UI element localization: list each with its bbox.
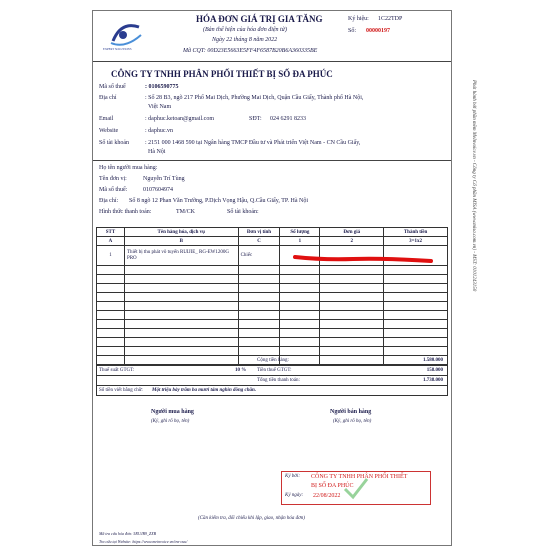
col-header: Thành tiền xyxy=(384,228,448,237)
invoice-title: HÓA ĐƠN GIÁ TRỊ GIA TĂNG xyxy=(196,14,323,24)
signed-date-value: 22/08/2022 xyxy=(313,493,341,499)
table-row xyxy=(97,275,448,284)
signed-by-line1: CÔNG TY TNHH PHÂN PHỐI THIẾT xyxy=(311,474,408,480)
col-code: B xyxy=(124,237,238,246)
cell-item-name: Thiết bị thu phát vô tuyến RUIJIE_ RG-EW1200G PRO xyxy=(124,246,238,266)
seller-email-label: Email xyxy=(99,116,114,122)
buyer-sign-note: (Ký, ghi rõ họ, tên) xyxy=(151,419,190,424)
seller-name: CÔNG TY TNHH PHÂN PHỐI THIẾT BỊ SỐ ĐA PHÚC xyxy=(111,69,333,79)
total-row xyxy=(96,376,448,386)
cell-stt: 1 xyxy=(97,246,125,266)
buyer-address-label: Địa chỉ: xyxy=(99,198,119,204)
logo-text: EXPERT SOLUTIONS xyxy=(103,47,132,51)
seller-sign-title: Người bán hàng xyxy=(330,409,372,415)
subtotal-label: Cộng tiền hàng: xyxy=(257,358,289,363)
symbol-label: Ký hiệu: xyxy=(348,16,369,22)
seller-phone-value: 024 6291 8233 xyxy=(270,116,306,122)
signed-by-line2: BỊ SỐ ĐA PHÚC xyxy=(311,483,354,489)
footer-note: (Cần kiểm tra, đối chiếu khi lập, giao, nhận hóa đơn) xyxy=(198,516,305,521)
seller-tax-value: : 0106590775 xyxy=(145,84,179,90)
col-code: 3=1x2 xyxy=(384,237,448,246)
payment-value: TM/CK xyxy=(176,209,196,215)
seller-account-label: Số tài khoản xyxy=(99,140,129,146)
side-text xyxy=(468,80,478,500)
vat-rate-value: 10 % xyxy=(235,368,247,373)
total-value: 1.738.000 xyxy=(423,378,443,383)
in-words-label: Số tiền viết bằng chữ: xyxy=(99,388,143,393)
in-words-value: Một triệu bảy trăm ba mươi tám nghìn đồng chẵn. xyxy=(152,388,257,393)
subtotal-value: 1.580.000 xyxy=(423,358,443,363)
symbol-value: 1C22TDP xyxy=(378,16,403,22)
col-code: C xyxy=(238,237,280,246)
col-code: 2 xyxy=(320,237,384,246)
col-code: 1 xyxy=(280,237,320,246)
buyer-name-label: Họ tên người mua hàng: xyxy=(99,165,158,171)
seller-account-line1: : 2151 000 1468 590 tại Ngân hàng TMCP Đầu tư và Phát triển Việt Nam - CN Cầu Giấy, xyxy=(145,140,361,146)
buyer-tax-label: Mã số thuế: xyxy=(99,187,128,193)
seller-sign-note: (Ký, ghi rõ họ, tên) xyxy=(333,419,372,424)
seller-address-line1: : Số 28 B3, ngõ 217 Phố Mai Dịch, Phường Mai Dịch, Quận Cầu Giấy, Thành phố Hà Nội, xyxy=(145,95,364,101)
table-row xyxy=(97,302,448,311)
items-table xyxy=(96,227,448,365)
vat-amount-value: 158.000 xyxy=(426,368,443,373)
publisher-note: Phát hành bởi phần mềm MeInvoice.vn - Công ty Cổ phần MISA (www.misa.com.vn) - MST: 0101243150 xyxy=(471,80,476,292)
buyer-account-label: Số tài khoản: xyxy=(227,209,259,215)
redaction-mark xyxy=(293,251,433,263)
signed-date-label: Ký ngày: xyxy=(285,493,304,498)
table-row xyxy=(97,266,448,275)
invoice-number: 00000197 xyxy=(366,28,390,34)
buyer-unit-label: Tên đơn vị: xyxy=(99,176,127,182)
seller-account-line2: Hà Nội xyxy=(148,149,166,155)
buyer-address-value: Số 8 ngõ 12 Phan Văn Trường, P.Dịch Vọng Hậu, Q.Cầu Giấy, TP. Hà Nội xyxy=(129,198,309,204)
table-row xyxy=(97,347,448,356)
invoice-date: Ngày 22 tháng 8 năm 2022 xyxy=(212,37,278,43)
col-header: Đơn giá xyxy=(320,228,384,237)
vat-row xyxy=(96,366,448,376)
seller-address-line2: Việt Nam xyxy=(148,104,172,110)
subtotal-row xyxy=(96,356,448,366)
seller-address-label: Địa chỉ xyxy=(99,95,117,101)
in-words-row xyxy=(96,386,448,396)
col-header: STT xyxy=(97,228,125,237)
total-label: Tổng tiền thanh toán: xyxy=(257,378,300,383)
buyer-tax-value: 0107604974 xyxy=(143,187,173,193)
signed-by-label: Ký bởi: xyxy=(285,474,301,479)
buyer-sign-title: Người mua hàng xyxy=(151,409,194,415)
table-row xyxy=(97,284,448,293)
table-row xyxy=(97,311,448,320)
vat-rate-label: Thuế suất GTGT: xyxy=(99,368,135,373)
vat-amount-label: Tiền thuế GTGT: xyxy=(257,368,292,373)
table-row xyxy=(97,320,448,329)
seller-email-value: : daphuc.ketoan@gmail.com xyxy=(145,116,215,122)
payment-label: Hình thức thanh toán: xyxy=(99,209,152,215)
table-code-row xyxy=(97,237,448,246)
seller-website-value: : daphuc.vn xyxy=(145,128,173,134)
divider xyxy=(93,61,451,62)
seller-phone-label: SĐT: xyxy=(249,116,262,122)
divider xyxy=(93,160,451,161)
company-logo xyxy=(103,19,149,49)
col-header: Số lượng xyxy=(280,228,320,237)
lookup-code: Mã tra cứu hóa đơn: 5RUJB9_ZXB xyxy=(99,531,157,536)
table-row xyxy=(97,338,448,347)
lookup-url[interactable]: Tra cứu tại Website: https://www.meinvoice.vn/tra-cuu/ xyxy=(99,539,188,544)
seller-website-label: Website xyxy=(99,128,119,134)
invoice-page xyxy=(92,10,452,546)
number-label: Số: xyxy=(348,28,357,34)
buyer-unit-value: Nguyễn Trí Tùng xyxy=(143,176,185,182)
tax-authority-code: Mã CQT: 00D23E5663E5FF4F6587B20B6A360335BE xyxy=(183,48,318,54)
table-header-row xyxy=(97,228,448,237)
col-header: Đơn vị tính xyxy=(238,228,280,237)
col-code: A xyxy=(97,237,125,246)
col-header: Tên hàng hóa, dịch vụ xyxy=(124,228,238,237)
invoice-subtitle: (Bản thể hiện của hóa đơn điện tử) xyxy=(203,27,287,33)
table-row xyxy=(97,329,448,338)
cell-unit: Chiếc xyxy=(238,246,280,266)
seller-tax-label: Mã số thuế xyxy=(99,84,126,90)
table-row xyxy=(97,293,448,302)
